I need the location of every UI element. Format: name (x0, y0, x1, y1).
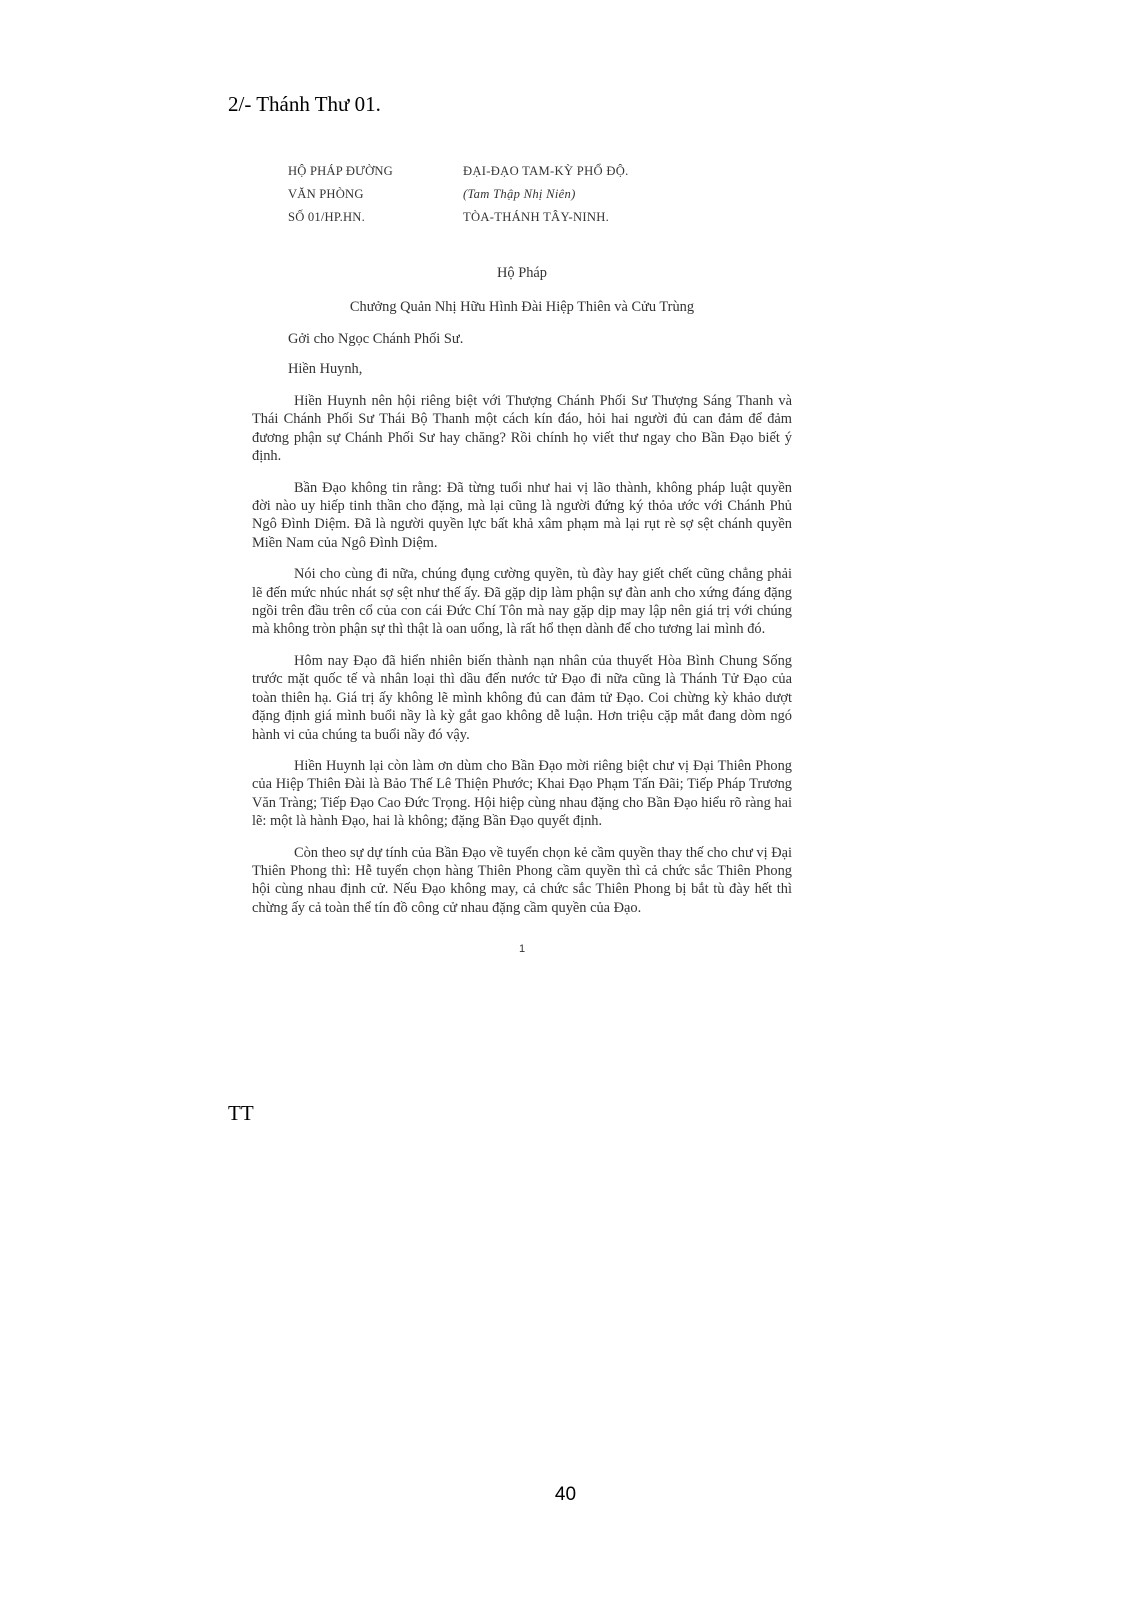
letterhead-row-1 (252, 160, 792, 183)
section-heading: 2/- Thánh Thư 01. (228, 92, 381, 116)
letterhead-right-1: ĐẠI-ĐẠO TAM-KỲ PHỔ ĐỘ. (463, 164, 629, 178)
letter-subtitle: Chưởng Quản Nhị Hữu Hình Đài Hiệp Thiên và Cửu Trùng (349, 299, 695, 315)
letterhead-row-3 (252, 206, 792, 229)
inner-page-number: 1 (518, 943, 526, 956)
letterhead-right-2: (Tam Thập Nhị Niên) (463, 187, 576, 201)
letterhead-left-1: HỘ PHÁP ĐƯỜNG (288, 164, 393, 178)
letterhead-row-2 (252, 183, 792, 206)
paragraph-1: Hiền Huynh nên hội riêng biệt với Thượng Chánh Phối Sư Thượng Sáng Thanh và Thái Chánh Phối Sư Thái Bộ Thanh một cách kín đáo, hỏi hai người đủ can đảm để đảm đương phận sự Chánh Phối Sư hay chăng? Rồi chính họ viết thư ngay cho Bần Đạo biết ý định. (252, 393, 792, 465)
letterhead-left-2: VĂN PHÒNG (288, 187, 364, 201)
tt-label: TT (228, 1101, 254, 1125)
salutation: Hiền Huynh, (288, 361, 363, 377)
paragraph-3: Nói cho cùng đi nữa, chúng đụng cường quyền, tù đày hay giết chết cũng chẳng phải lẽ đến mức nhúc nhát sợ sệt như thế ấy. Đã gặp dịp làm phận sự đàn anh cho xứng đáng đặng ngồi trên đầu trên cổ của con cái Đức Chí Tôn mà nay gặp dịp may lập nên giá trị với chúng mà không tròn phận sự thì thật là oan uổng, là rất hổ thẹn dành để cho tương lai mình đó. (252, 566, 792, 638)
paragraph-5: Hiền Huynh lại còn làm ơn dùm cho Bần Đạo mời riêng biệt chư vị Đại Thiên Phong của Hiệp Thiên Đài là Bảo Thế Lê Thiện Phước; Khai Đạo Phạm Tấn Đãi; Tiếp Pháp Trương Văn Tràng; Tiếp Đạo Cao Đức Trọng. Hội hiệp cùng nhau đặng cho Bần Đạo hiểu rõ ràng hai lẽ: một là hành Đạo, hai là không; đặng Bần Đạo quyết định. (252, 757, 792, 830)
address-line: Gởi cho Ngọc Chánh Phối Sư. (288, 331, 464, 347)
paragraph-2: Bần Đạo không tin rằng: Đã từng tuổi như hai vị lão thành, không pháp luật quyền đời nào uy hiếp tinh thần cho đặng, mà lại cũng là người đứng ký thỏa ước với Chánh Phủ Ngô Đình Diệm. Đã là người quyền lực bất khả xâm phạm mà lại rụt rè sợ sệt chánh quyền Miền Nam của Ngô Đình Diệm. (252, 479, 792, 551)
letter-title: Hộ Pháp (497, 265, 547, 281)
page-number: 40 (554, 1484, 577, 1505)
paragraph-4: Hôm nay Đạo đã hiển nhiên biến thành nạn nhân của thuyết Hòa Bình Chung Sống trước mặt quốc tế và nhân loại thì dầu đến nước tử Đạo đi nữa cũng là Thánh Tử Đạo của toàn thiên hạ. Giá trị ấy không lẽ mình không đủ can đảm tử Đạo. Coi chừng kỳ khảo dượt đặng định giá mình buổi nầy là kỳ gắt gao không dễ luận. Hơn triệu cặp mắt đang dòm ngó hành vi của chúng ta buổi nầy đó vậy. (252, 652, 792, 743)
scanned-letter (252, 160, 792, 955)
paragraph-6: Còn theo sự dự tính của Bần Đạo về tuyển chọn kẻ cầm quyền thay thế cho chư vị Đại Thiên Phong thì: Hễ tuyển chọn hàng Thiên Phong cầm quyền thì cả chức sắc Thiên Phong hội cùng nhau định cử. Nếu Đạo không may, cả chức sắc Thiên Phong bị bắt tù đày hết thì chừng ấy cả toàn thể tín đồ công cử nhau đặng cầm quyền của Đạo. (252, 844, 792, 916)
letterhead-right-3: TÒA-THÁNH TÂY-NINH. (463, 210, 610, 224)
letterhead-left-3: SỐ 01/HP.HN. (288, 210, 365, 224)
